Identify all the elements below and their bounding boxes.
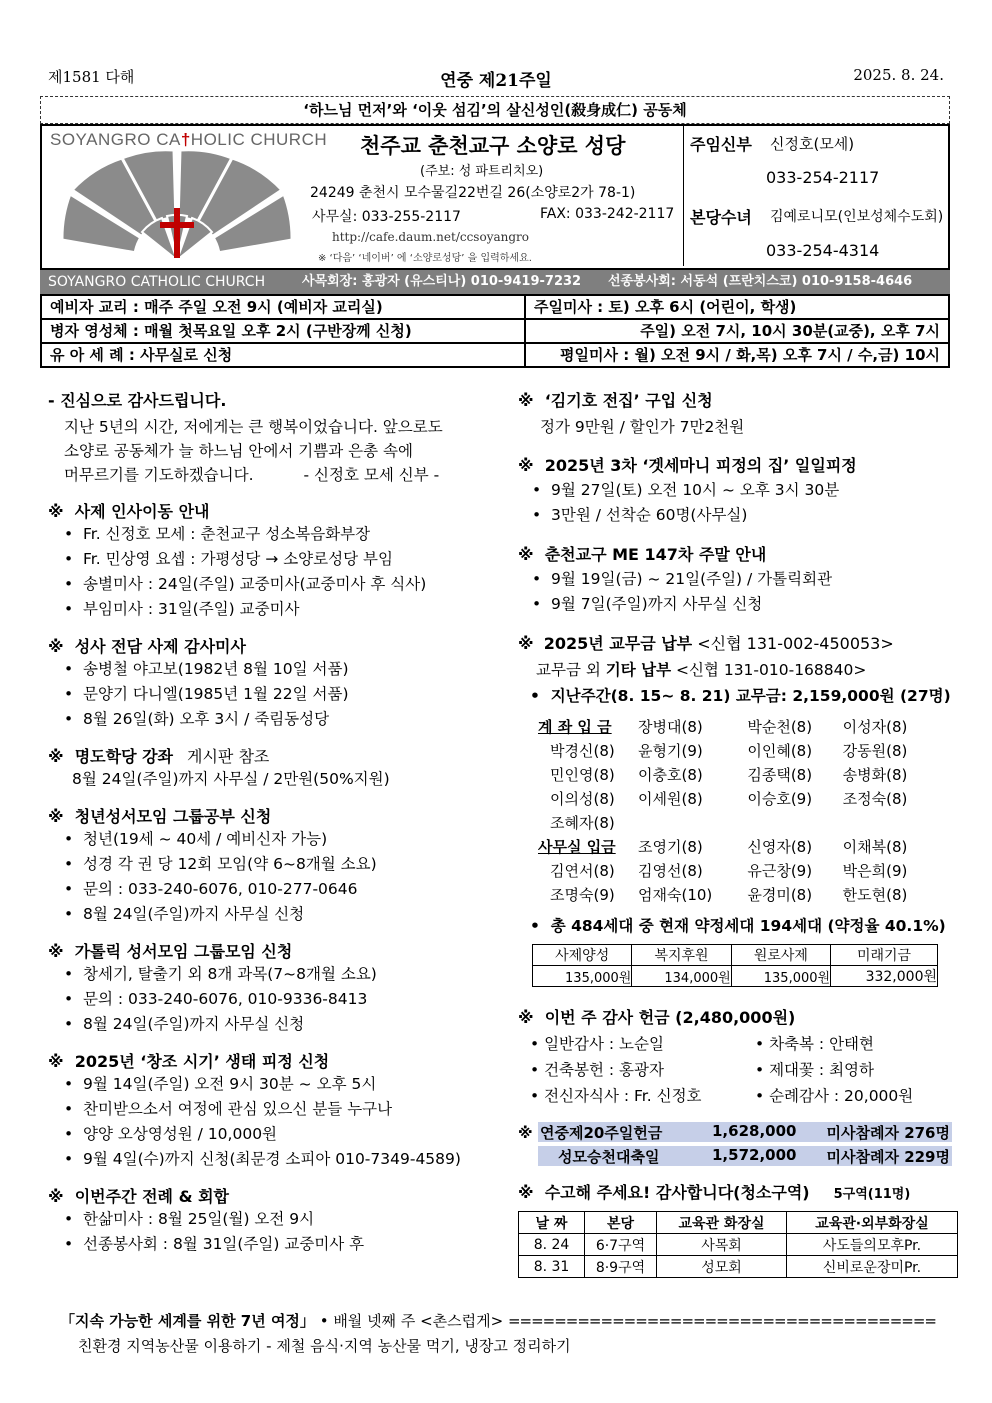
name-cell: 김영선(8) (638, 861, 703, 880)
reference-mark-icon: ※ (518, 634, 534, 653)
list-item (48, 877, 488, 902)
reference-mark-icon: ※ (48, 502, 64, 521)
dues-summary-text: 지난주간(8. 15~ 8. 21) 교무금: 2,159,000원 (27명) (550, 687, 951, 705)
name-cell: 강동원(8) (842, 741, 908, 760)
offering-amount: 1,628,000 (712, 1122, 797, 1140)
bullet-icon: • (64, 1150, 83, 1168)
name-cell: 조정숙(8) (842, 789, 908, 808)
schedule-row (41, 295, 949, 319)
thanks-offering-list (530, 1030, 940, 1108)
band-council: 사목회장: 홍광자 (유스티나) 010-9419-7232 (302, 274, 582, 289)
bullet-icon: • (64, 965, 83, 983)
list-item: • 3만원 / 선착순 60명(사무실) (532, 506, 748, 524)
footer-title: 「지속 가능한 세계를 위한 7년 여정」 (60, 1312, 315, 1330)
reference-mark-icon: ※ (48, 1187, 64, 1206)
name-cell: 신영자(8) (747, 837, 813, 856)
section-title (48, 634, 488, 657)
name-cell: 송병화(8) (842, 765, 908, 784)
sister-label: 본당수녀 (690, 208, 752, 227)
reference-mark-icon: ※ (48, 1052, 64, 1071)
church-name: 천주교 춘천교구 소양로 성당 (360, 134, 626, 158)
list-item-text: 송병철 야고보(1982년 8월 10일 서품) (83, 660, 349, 678)
cleaning-table (518, 1211, 958, 1278)
name-cell: 장병대(8) (638, 717, 703, 736)
table-cell: 134,000원 (632, 966, 731, 987)
list-item (48, 1072, 488, 1097)
church-logo-icon (62, 150, 292, 265)
dues-account: <신협 131-002-450053> (697, 634, 894, 653)
name-cell: 김연서(8) (550, 861, 615, 880)
table-cell: 8. 24 (519, 1234, 585, 1256)
notice-section (48, 744, 488, 792)
table-cell: 332,000원 (831, 966, 938, 987)
section-title-text: 이번주간 전례 & 회합 (74, 1187, 230, 1206)
cafe-link[interactable]: http://cafe.daum.net/ccsoyangro (332, 230, 529, 244)
table-row (533, 945, 938, 966)
logo-text (50, 130, 327, 150)
offering-row (538, 1146, 952, 1166)
contact-band (40, 270, 950, 294)
list-item-text: 9월 27일(토) 오전 10시 ~ 오후 3시 30분 (551, 481, 840, 499)
reference-mark-icon: ※ (518, 456, 534, 475)
list-item-text: 제대꽃 : 최영하 (769, 1061, 874, 1079)
list-item (48, 1097, 488, 1122)
table-row (538, 834, 938, 858)
pastor-label: 주임신부 (690, 135, 752, 154)
name-cell: 조명숙(9) (550, 885, 615, 904)
table-header: 복지후원 (632, 945, 731, 966)
thanks-signature: - 신정호 모세 신부 - (303, 466, 440, 484)
list-item: • 차축복 : 안태현 (755, 1035, 874, 1053)
schedule-table (40, 294, 950, 368)
bullet-icon: • (64, 600, 83, 618)
thanks-title: - 진심으로 감사드립니다. (48, 391, 227, 410)
list-item-text: 9월 14일(주일) 오전 9시 30분 ~ 오후 5시 (83, 1075, 377, 1093)
book-price: 정가 9만원 / 할인가 7만2천원 (540, 418, 745, 436)
name-cell: 박순천(8) (747, 717, 813, 736)
table-header: 원로사제 (731, 945, 830, 966)
schedule-row (41, 319, 949, 343)
reference-mark-icon: ※ (48, 942, 64, 961)
table-row (519, 1234, 958, 1256)
retreat-items (518, 478, 958, 528)
pledge-summary: • 총 484세대 중 현재 약정세대 194세대 (약정율 40.1%) (530, 917, 946, 935)
band-funeral-service: 선종봉사회: 서동석 (프란치스코) 010-9158-4646 (608, 274, 913, 289)
name-cell: 조혜자(8) (550, 813, 615, 832)
table-row (519, 1212, 958, 1234)
list-item (48, 1012, 488, 1037)
table-row (530, 1056, 940, 1082)
table-header: 날 짜 (519, 1212, 585, 1234)
table-cell: 사목회 (657, 1234, 787, 1256)
issue-number: 제1581 다해 (48, 68, 135, 86)
list-item (48, 962, 488, 987)
cleaning-count: 5구역(11명) (833, 1187, 911, 1202)
list-item-text: 순례감사 : 20,000원 (769, 1087, 914, 1105)
table-row (533, 966, 938, 987)
name-cell: 이채복(8) (842, 837, 908, 856)
name-cell: 박경신(8) (550, 741, 615, 760)
thanks-line: 소양로 공동체가 늘 하느님 안에서 기쁨과 은총 속에 (64, 442, 413, 460)
reference-mark-icon: ※ (518, 1124, 533, 1142)
bullet-icon: • (64, 855, 83, 873)
table-header: 미래기금 (831, 945, 938, 966)
list-item (48, 657, 488, 682)
cleaning-title (518, 1180, 958, 1203)
list-item-text: 문양기 다니엘(1985년 1월 22일 서품) (83, 685, 349, 703)
table-header: 교육관·외부화장실 (786, 1212, 957, 1234)
bullet-icon: • (64, 1015, 83, 1033)
footer-line-1 (60, 1310, 950, 1331)
schedule-cell: 주일) 오전 7시, 10시 30분(교중), 오후 7시 (525, 319, 949, 343)
fund-table (532, 944, 938, 987)
patron-saint: (주보: 성 파트리치오) (420, 164, 544, 179)
right-column (518, 388, 958, 1278)
dues-other-text: 교무금 외 (536, 661, 606, 679)
list-item (48, 827, 488, 852)
cross-icon: † (180, 130, 191, 149)
list-item-text: 차축복 : 안태현 (769, 1035, 874, 1053)
footer-rule: ===================================== (507, 1312, 936, 1330)
list-item-text: 문의 : 033-240-6076, 010-9336-8413 (83, 990, 368, 1008)
reference-mark-icon: ※ (48, 637, 64, 656)
list-item-text: Fr. 민상영 요셉 : 가평성당 → 소양로성당 부임 (83, 550, 393, 568)
list-item-text: 9월 4일(수)까지 신청(최문경 소피아 010-7349-4589) (83, 1150, 461, 1168)
list-item-text: 송별미사 : 24일(주일) 교중미사(교중미사 후 식사) (83, 575, 427, 593)
retreat-title (518, 453, 958, 476)
footer-bullet: • 배월 넷째 주 <촌스럽게> (319, 1312, 504, 1330)
list-item-text: 8월 24일(주일)까지 사무실 신청 (83, 1015, 305, 1033)
bullet-icon: • (64, 660, 83, 678)
schedule-cell: 병자 영성체 : 매월 첫목요일 오후 2시 (구반장께 신청) (41, 319, 525, 343)
church-address: 24249 춘천시 모수물길22번길 26(소양로2가 78-1) (310, 185, 636, 201)
name-cell: 이충호(8) (638, 765, 703, 784)
office-phone: 사무실: 033-255-2117 (312, 209, 461, 225)
section-line: 8월 24일(주일)까지 사무실 / 2만원(50%지원) (72, 770, 390, 788)
logo-text-soyangro: SOYANGRO CA (50, 130, 181, 149)
list-item: • 일반감사 : 노순일 (530, 1035, 664, 1053)
footer-line-2: 친환경 지역농산물 이용하기 - 제철 음식·지역 농산물 먹기, 냉장고 정리하기 (78, 1337, 571, 1355)
issue-date: 2025. 8. 24. (853, 66, 944, 84)
notice-section (48, 1049, 488, 1172)
name-cell: 조영기(8) (638, 837, 703, 856)
table-cell: 135,000원 (731, 966, 830, 987)
bank-label: 계 좌 입 금 (538, 717, 612, 736)
section-title (48, 1049, 488, 1072)
list-item-text: 8월 26일(화) 오후 3시 / 죽림동성당 (83, 710, 330, 728)
reference-mark-icon: ※ (518, 545, 534, 564)
list-item-text: 9월 19일(금) ~ 21일(주일) / 가톨릭회관 (551, 570, 833, 588)
pastor-name: 신정호(모세) (770, 135, 855, 153)
sister-name: 김예로니모(인보성체수도회) (770, 209, 944, 225)
notice-section (48, 1184, 488, 1257)
section-title-extra: 게시판 참조 (187, 747, 270, 766)
schedule-row (41, 343, 949, 367)
bullet-icon: • (64, 1100, 83, 1118)
list-item-text: 찬미받으소서 여정에 관심 있으신 분들 누구나 (83, 1100, 393, 1118)
list-item (48, 852, 488, 877)
me-title-text: 춘천교구 ME 147차 주말 안내 (544, 545, 767, 564)
pledge-summary-text: 총 484세대 중 현재 약정세대 194세대 (약정율 40.1%) (550, 917, 946, 935)
offering-amount: 1,572,000 (712, 1146, 797, 1164)
offering-label: 성모승천대축일 (558, 1148, 660, 1166)
bullet-icon: • (64, 880, 83, 898)
bullet-icon: • (64, 990, 83, 1008)
bullet-icon: • (64, 710, 83, 728)
thanks-offering-title-text: 이번 주 감사 헌금 (2,480,000원) (544, 1008, 796, 1027)
list-item-text: Fr. 신정호 모세 : 춘천교구 성소복음화부장 (83, 525, 371, 543)
offering-attendance: 미사참례자 229명 (826, 1148, 950, 1166)
name-cell: 한도현(8) (842, 885, 908, 904)
dues-names-table (538, 714, 938, 906)
thanks-line (64, 463, 488, 487)
reference-mark-icon: ※ (518, 1183, 534, 1202)
list-item-text: 전신자식사 : Fr. 신정호 (544, 1087, 702, 1105)
notice-section (48, 804, 488, 927)
dues-summary: • 지난주간(8. 15~ 8. 21) 교무금: 2,159,000원 (27명) (530, 687, 951, 705)
list-item-text: 선종봉사회 : 8월 31일(주일) 교중미사 후 (83, 1235, 365, 1253)
list-item-text: 한삶미사 : 8월 25일(월) 오전 9시 (83, 1210, 315, 1228)
table-row (538, 882, 938, 906)
list-item (48, 1122, 488, 1147)
table-cell: 8. 31 (519, 1256, 585, 1278)
section-title-text: 2025년 ‘창조 시기’ 생태 피정 신청 (74, 1052, 330, 1071)
reference-mark-icon: ※ (48, 807, 64, 826)
bullet-icon: • (64, 1125, 83, 1143)
thanks-offering-title (518, 1005, 958, 1028)
name-cell: 윤형기(9) (638, 741, 703, 760)
list-item-text: 양양 오상영성원 / 10,000원 (83, 1125, 278, 1143)
list-item-text: 성경 각 권 당 12회 모임(약 6~8개월 소요) (83, 855, 377, 873)
list-item-text: 문의 : 033-240-6076, 010-277-0646 (83, 880, 358, 898)
dues-title-bold: 2025년 교무금 납부 (543, 634, 693, 653)
name-cell: 박은희(9) (842, 861, 908, 880)
name-cell: 엄재숙(10) (638, 885, 713, 904)
table-cell: 사도들의모후Pr. (786, 1234, 957, 1256)
retreat-title-text: 2025년 3차 ‘겟세마니 피정의 집’ 일일피정 (544, 456, 857, 475)
section-title (48, 939, 488, 962)
bullet-icon: • (64, 525, 83, 543)
reference-mark-icon: ※ (518, 391, 534, 410)
left-column (48, 388, 488, 1257)
list-item: • 9월 27일(토) 오전 10시 ~ 오후 3시 30분 (532, 481, 840, 499)
bullet-icon: • (64, 550, 83, 568)
list-item: • 9월 19일(금) ~ 21일(주일) / 가톨릭회관 (532, 570, 833, 588)
office-label: 사무실 입금 (538, 837, 616, 856)
schedule-cell: 예비자 교리 : 매주 주일 오전 9시 (예비자 교리실) (41, 295, 525, 319)
list-item: • 순례감사 : 20,000원 (755, 1087, 914, 1105)
table-cell: 135,000원 (533, 966, 632, 987)
dues-other-account: <신협 131-010-168840> (671, 661, 867, 679)
name-cell: 이승호(9) (747, 789, 813, 808)
list-item (48, 572, 488, 597)
fax-number: FAX: 033-242-2117 (540, 206, 675, 222)
table-header: 교육관 화장실 (657, 1212, 787, 1234)
section-title (48, 499, 488, 522)
table-cell: 성모회 (657, 1256, 787, 1278)
week-title: 연중 제21주일 (440, 71, 552, 91)
pastor-phone: 033-254-2117 (766, 168, 880, 187)
bullet-icon: • (64, 575, 83, 593)
list-item: • 전신자식사 : Fr. 신정호 (530, 1087, 702, 1105)
notice-section (48, 499, 488, 622)
thanks-body (48, 415, 488, 487)
list-item-text: 일반감사 : 노순일 (544, 1035, 664, 1053)
list-item (48, 707, 488, 732)
notice-section (48, 634, 488, 732)
schedule-cell: 주일미사 : 토) 오후 6시 (어린이, 학생) (525, 295, 949, 319)
section-title-text: 가톨릭 성서모임 그룹모임 신청 (74, 942, 293, 961)
left-sections (48, 499, 488, 1257)
offering-attendance: 미사참례자 276명 (826, 1124, 950, 1142)
me-title (518, 542, 958, 565)
dues-other (518, 658, 958, 680)
list-item: • 건축봉헌 : 홍광자 (530, 1061, 664, 1079)
sister-phone: 033-254-4314 (766, 241, 880, 260)
thanks-line-text: 머무르기를 기도하겠습니다. (64, 466, 254, 484)
motto-banner: ‘하느님 먼저’와 ‘이웃 섬김’의 살신성인(殺身成仁) 공동체 (40, 96, 950, 124)
bullet-icon: • (64, 905, 83, 923)
logo-text-rest: HOLIC CHURCH (190, 130, 328, 149)
section-title-text: 명도학당 강좌 (74, 747, 174, 766)
dues-title (518, 631, 958, 654)
list-item (48, 1147, 488, 1172)
bullet-icon: • (64, 830, 83, 848)
list-item: • 9월 7일(주일)까지 사무실 신청 (532, 595, 763, 613)
list-item (48, 902, 488, 927)
list-item (48, 597, 488, 622)
cleaning-title-text: 수고해 주세요! 감사합니다(청소구역) (544, 1183, 810, 1202)
table-cell: 8·9구역 (585, 1256, 657, 1278)
reference-mark-icon: ※ (48, 747, 64, 766)
band-church-name: SOYANGRO CATHOLIC CHURCH (48, 274, 266, 290)
book-title (518, 388, 958, 411)
table-row (538, 762, 938, 786)
bullet-icon: • (64, 1075, 83, 1093)
name-cell: 유근창(9) (747, 861, 813, 880)
table-row (538, 786, 938, 810)
list-item (48, 1232, 488, 1257)
cafe-note: ※ ‘다음’ ‘네이버’ 에 ‘소양로성당’ 을 입력하세요. (318, 253, 532, 264)
list-item (48, 987, 488, 1012)
list-item-text: 부임미사 : 31일(주일) 교중미사 (83, 600, 300, 618)
name-cell: 이인혜(8) (747, 741, 813, 760)
list-item (48, 522, 488, 547)
name-cell: 민인영(8) (550, 765, 615, 784)
notice-section (48, 939, 488, 1037)
list-item-text: 청년(19세 ~ 40세 / 예비신자 가능) (83, 830, 328, 848)
name-cell: 이성자(8) (842, 717, 908, 736)
list-item-text: 3만원 / 선착순 60명(사무실) (551, 506, 748, 524)
list-item (48, 547, 488, 572)
list-item: • 제대꽃 : 최영하 (755, 1061, 874, 1079)
table-cell: 6·7구역 (585, 1234, 657, 1256)
table-row (538, 858, 938, 882)
schedule-cell: 유 아 세 례 : 사무실로 신청 (41, 343, 525, 367)
name-cell: 이의성(8) (550, 789, 615, 808)
table-cell: 신비로운장미Pr. (786, 1256, 957, 1278)
list-item-text: 8월 24일(주일)까지 사무실 신청 (83, 905, 305, 923)
offering-label: 연중제20주일헌금 (540, 1124, 663, 1142)
list-item-text: 건축봉헌 : 홍광자 (544, 1061, 664, 1079)
reference-mark-icon: ※ (518, 1008, 534, 1027)
table-row (538, 714, 938, 738)
name-cell: 윤경미(8) (747, 885, 813, 904)
schedule-cell: 평일미사 : 월) 오전 9시 / 화,목) 오후 7시 / 수,금) 10시 (525, 343, 949, 367)
thanks-line: 지난 5년의 시간, 저에게는 큰 행복이었습니다. 앞으로도 (64, 418, 443, 436)
list-item-text: 창세기, 탈출기 외 8개 과목(7~8개월 소요) (83, 965, 377, 983)
table-row (530, 1030, 940, 1056)
offering-row (538, 1122, 952, 1142)
table-header: 사제양성 (533, 945, 632, 966)
book-title-text: ‘김기호 전집’ 구입 신청 (544, 391, 713, 410)
section-title-text: 성사 전담 사제 감사미사 (74, 637, 246, 656)
bullet-icon: • (64, 1210, 83, 1228)
table-row (538, 738, 938, 762)
offering-summary (518, 1122, 958, 1168)
section-title-text: 사제 인사이동 안내 (74, 502, 210, 521)
list-item (48, 1207, 488, 1232)
name-cell: 이세원(8) (638, 789, 703, 808)
name-cell: 김종택(8) (747, 765, 813, 784)
table-row (530, 1082, 940, 1108)
list-item-text: 9월 7일(주일)까지 사무실 신청 (551, 595, 763, 613)
section-title (48, 744, 488, 767)
section-title-text: 청년성서모임 그룹공부 신청 (74, 807, 272, 826)
table-row (538, 810, 938, 834)
section-title (48, 804, 488, 827)
section-title (48, 1184, 488, 1207)
table-row (519, 1256, 958, 1278)
me-items (518, 567, 958, 617)
table-header: 본당 (585, 1212, 657, 1234)
header-divider (683, 126, 684, 266)
bullet-icon: • (64, 1235, 83, 1253)
bullet-icon: • (64, 685, 83, 703)
list-item (48, 682, 488, 707)
dues-other-bold: 기타 납부 (605, 661, 672, 679)
